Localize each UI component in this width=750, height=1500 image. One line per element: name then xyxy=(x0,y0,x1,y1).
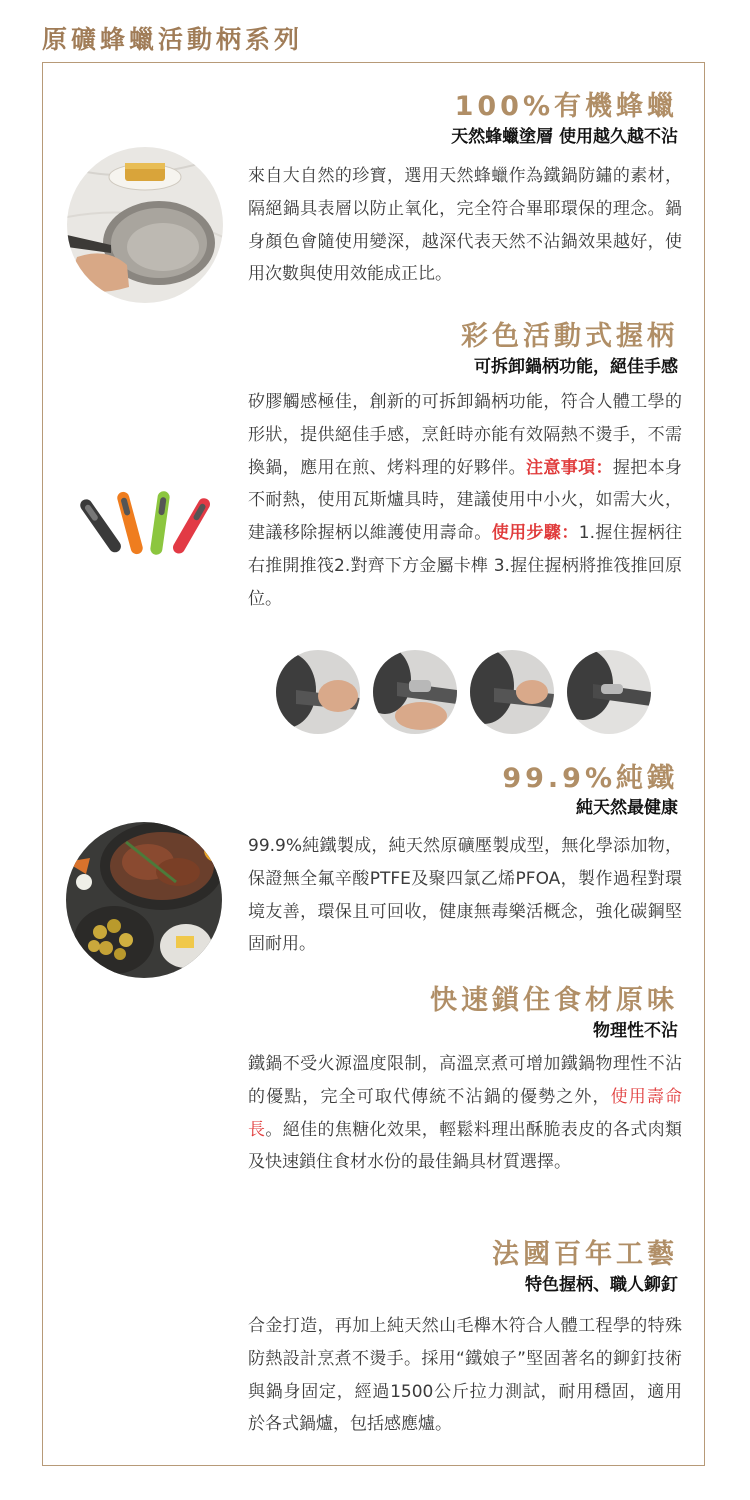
section-heading-organic-beeswax: 100%有機蜂蠟 xyxy=(454,91,678,122)
notice-label: 注意事項： xyxy=(526,457,613,478)
section-subheading-organic-beeswax: 天然蜂蠟塗層 使用越久越不沾 xyxy=(451,127,678,147)
section-body-organic-beeswax: 來自大自然的珍寶，選用天然蜂蠟作為鐵鍋防鏽的素材，隔絕鍋具表層以防止氧化，完全符合畢耶環保的理念。鍋身顏色會隨使用變深，越深代表天然不沾鍋效果越好，使用次數與使用效能成正比。 xyxy=(248,166,682,285)
page-title: 原礦蜂蠟活動柄系列 xyxy=(42,25,304,54)
handle-intro-text: 矽膠觸感極佳，創新的可拆卸鍋柄功能，符合人體工學的形狀，提供絕佳手感，烹飪時亦能有效隔熱不燙手，不需換鍋，應用在煎、烤料理的好夥伴。 xyxy=(248,392,682,478)
steps-label: 使用步驟： xyxy=(491,523,579,544)
section-subheading-lock-flavor: 物理性不沾 xyxy=(593,1021,678,1041)
section-subheading-french-craft: 特色握柄、職人鉚釘 xyxy=(525,1275,678,1295)
step-4-photo xyxy=(567,650,651,734)
section-subheading-color-handle: 可拆卸鍋柄功能，絕佳手感 xyxy=(474,357,678,377)
section-subheading-pure-iron: 純天然最健康 xyxy=(576,798,678,818)
color-handles-photo xyxy=(80,485,220,565)
notice-text: 握把本身不耐熱，使用瓦斯爐具時，建議使用中小火，如需大火，建議移除握柄以維護使用壽命。 xyxy=(248,457,682,544)
section-heading-pure-iron: 99.9%純鐵 xyxy=(502,763,678,794)
section-heading-color-handle: 彩色活動式握柄 xyxy=(461,321,678,352)
beeswax-pan-photo xyxy=(67,147,223,303)
steps-text: 1.握住握柄往右推開推筏2.對齊下方金屬卡榫 3.握住握柄將推筏推回原位。 xyxy=(248,523,683,609)
step-3-photo xyxy=(470,650,554,734)
step-2-photo xyxy=(373,650,457,734)
lock-flavor-text-pre: 鐵鍋不受火源溫度限制，高溫烹煮可增加鐵鍋物理性不沾的優點，完全可取代傳統不沾鍋的優勢之外， xyxy=(248,1054,682,1107)
section-heading-french-craft: 法國百年工藝 xyxy=(492,1239,678,1270)
section-body-color-handle xyxy=(248,386,682,616)
steak-pan-photo xyxy=(66,822,222,978)
lock-flavor-text-post: 。絕佳的焦糖化效果，輕鬆料理出酥脆表皮的各式肉類及快速鎖住食材水份的最佳鍋具材質選擇。 xyxy=(248,1119,682,1173)
section-body-lock-flavor xyxy=(248,1048,682,1179)
step-1-photo xyxy=(276,650,360,734)
section-heading-lock-flavor: 快速鎖住食材原味 xyxy=(430,985,678,1016)
section-body-french-craft: 合金打造，再加上純天然山毛櫸木符合人體工程學的特殊防熱設計烹煮不燙手。採用“鐵娘子”堅固著名的鉚釘技術與鍋身固定，經過1500公斤拉力測試，耐用穩固，適用於各式鍋爐，包括感應爐。 xyxy=(248,1316,682,1435)
section-body-pure-iron: 99.9%純鐵製成，純天然原礦壓製成型，無化學添加物，保證無全氟辛酸PTFE及聚四氯乙烯PFOA，製作過程對環境友善，環保且可回收，健康無毒樂活概念，強化碳鋼堅固耐用。 xyxy=(248,836,682,955)
long-lifespan-highlight: 使用壽命長 xyxy=(248,1086,683,1140)
